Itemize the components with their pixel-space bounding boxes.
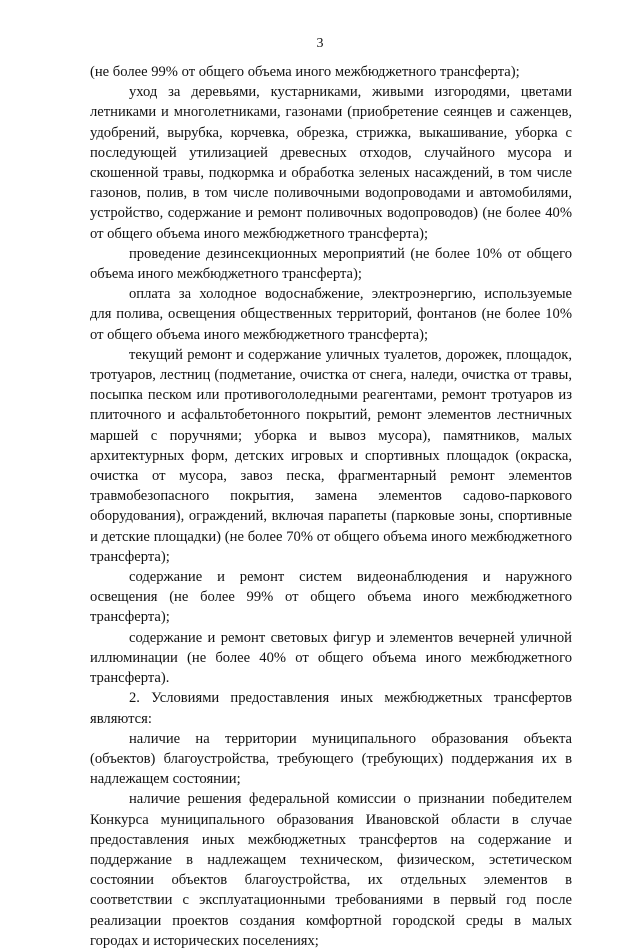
paragraph-tree-care: уход за деревьями, кустарниками, живыми изгородями, цветами летниками и многолетниками, газонами (приобретение сеянцев и саженцев, удобрений, вырубка, корчевка, обрезка, стрижка, выкашивание, уборка с последующей утилизацией древесных отходов, случайного мусора и скошенной травы, подкормка и обработка зеленых насаждений, в том числе газонов, полив, в том числе поливочными водопроводами и автомобилями, устройство, содержание и ремонт поливочных водопроводов) (не более 40% от общего объема иного межбюджетного трансферта); [90,84,572,242]
paragraph-light-figures: содержание и ремонт световых фигур и элементов вечерней уличной иллюминации (не более 40% от общего объема иного межбюджетного трансферта). [90,629,572,687]
paragraph-continuation: (не более 99% от общего объема иного межбюджетного трансферта); [90,64,520,80]
paragraph-video-surveillance: содержание и ремонт систем видеонаблюдения и наружного освещения (не более 99% от общего объема иного межбюджетного трансферта); [90,569,572,626]
paragraph-disinsection: проведение дезинсекционных мероприятий (не более 10% от общего объема иного межбюджетного трансферта); [90,245,572,283]
document-body [90,62,572,951]
paragraph-condition-objects: наличие на территории муниципального образования объекта (объектов) благоустройства, требующего (требующих) поддержания их в надлежащем состоянии; [90,730,572,788]
paragraph-utilities-payment: оплата за холодное водоснабжение, электроэнергию, используемые для полива, освещения общественных территорий, фонтанов (не более 10% от общего объема иного межбюджетного трансферта); [90,286,572,343]
paragraph-condition-commission: наличие решения федеральной комиссии о признании победителем Конкурса муниципального образования Ивановской области в случае предоставления иных межбюджетных трансфертов на содержание и поддержание в надлежащем техническом, физическом, эстетическом состоянии объектов благоустройства, их отдельных элементов в соответствии с эксплуатационными требованиями в первый год после реализации проектов создания комфортной городской среды в малых городах и исторических поселениях; [90,791,572,949]
paragraph-conditions-heading: 2. Условиями предоставления иных межбюджетных трансфертов являются: [90,690,572,727]
paragraph-current-repair: текущий ремонт и содержание уличных туалетов, дорожек, площадок, тротуаров, лестниц (подметание, очистка от снега, наледи, очистка от травы, посыпка песком или противогололедными реагентами, ремонт тротуаров из плиточного и асфальтобетонного покрытий, ремонт элементов лестничных маршей с поручнями; уборка и вывоз мусора), памятников, малых архитектурных форм, детских игровых и спортивных площадок (окраска, очистка от мусора, завоз песка, фрагментарный ремонт элементов травмобезопасного покрытия, замена элементов садово-паркового оборудования), ограждений, включая парапеты (парковые зоны, спортивные и детские площадки) (не более 70% от общего объема иного межбюджетного трансферта); [90,346,572,565]
page-number: 3 [316,36,324,51]
